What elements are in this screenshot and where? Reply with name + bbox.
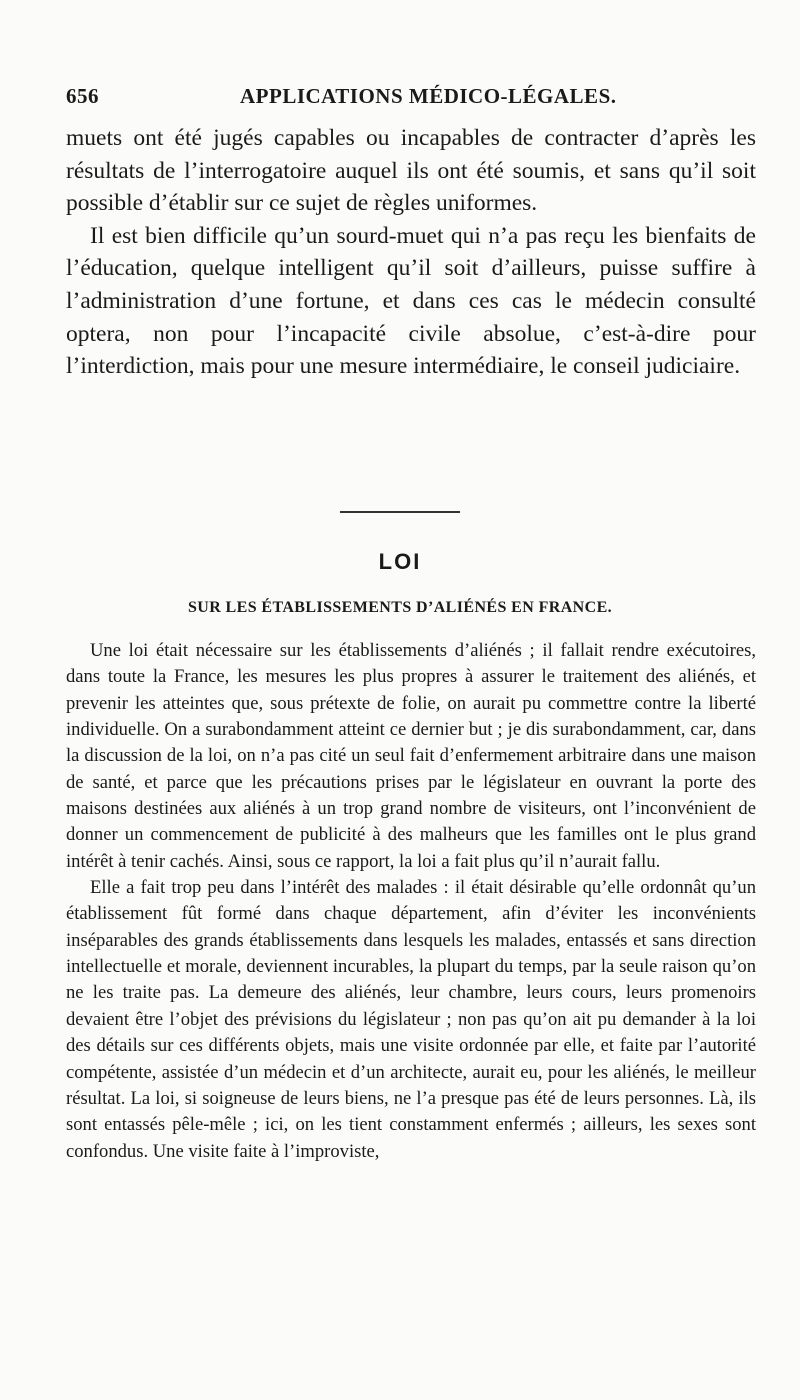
paragraph-continued: muets ont été jugés capables ou incapables de contracter d’après les résultats de l’interrogatoire auquel ils ont été soumis, et sans qu’il soit possible d’établir sur ce sujet de règles uniformes. [66, 125, 756, 217]
paragraph: Il est bien difficile qu’un sourd-muet qui n’a pas reçu les bienfaits de l’éducation, quelque intelligent qu’il soit d’ailleurs, puisse suffire à l’administration d’une fortune, et dans ces cas le médecin consulté optera, non pour l’incapacité civile absolue, c’est-à-dire pour l’interdiction, mais pour une mesure intermédiaire, le conseil judiciaire. [66, 222, 756, 380]
running-title: APPLICATIONS MÉDICO-LÉGALES. [240, 84, 617, 108]
section-divider [340, 511, 460, 513]
paragraph: Une loi était nécessaire sur les établissements d’aliénés ; il fallait rendre exécutoires, dans toute la France, les mesures les plus propres à assurer le traitement des aliénés, et prevenir les atteintes que, sous prétexte de folie, on aurait pu commettre contre la liberté individuelle. On a surabondamment atteint ce dernier but ; je dis surabondamment, car, dans la discussion de la loi, on n’a pas cité un seul fait d’enfermement arbitraire dans une maison de santé, et parce que les précautions prises par le législateur en ouvrant la porte des maisons destinées aux aliénés à un trop grand nombre de visiteurs, ont l’inconvénient de donner un commencement de publicité à des malheurs que les familles ont le plus grand intérêt à tenir cachés. Ainsi, sous ce rapport, la loi a fait plus qu’il n’aurait fallu. [66, 640, 756, 872]
section-title: LOI [378, 549, 422, 574]
paragraph: Elle a fait trop peu dans l’intérêt des malades : il était désirable qu’elle ordonnât qu’un établissement fût formé dans chaque département, afin d’éviter les inconvénients inséparables des grands établissements dans lesquels les malades, entassés et sans direction intellectuelle et morale, deviennent incurables, la plupart du temps, par la seule raison qu’on ne les traite pas. La demeure des aliénés, leur chambre, leurs cours, leurs promenoirs devaient être l’objet des prévisions du législateur ; non pas qu’on ait pu demander à la loi des détails sur ces différents objets, mais une visite ordonnée par elle, et faite par l’autorité compétente, assistée d’un médecin et d’un architecte, aurait eu, pour les aliénés, le meilleur résultat. La loi, si soigneuse de leurs biens, ne l’a presque pas été de leurs personnes. Là, ils sont entassés pêle-mêle ; ici, on les tient constamment enfermés ; ailleurs, les sexes sont confondus. Une visite faite à l’improviste, [66, 877, 756, 1162]
section-subtitle: SUR LES ÉTABLISSEMENTS D’ALIÉNÉS EN FRANCE. [187, 599, 613, 616]
page-number: 656 [66, 84, 99, 108]
upper-text-block [66, 122, 756, 383]
lower-text-block [66, 638, 756, 1165]
page-header [66, 84, 756, 114]
